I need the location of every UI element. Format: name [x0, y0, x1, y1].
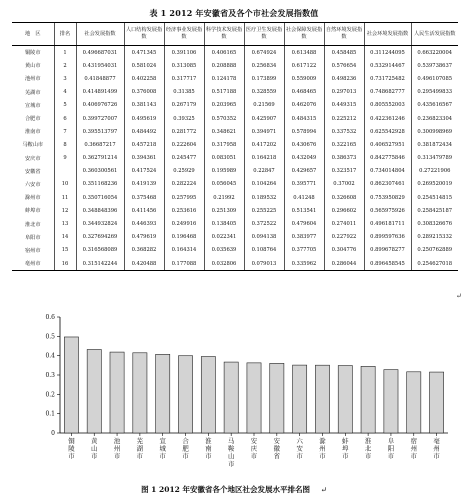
- table-cell: 0.532914467: [364, 59, 411, 72]
- table-cell: 0.164218: [244, 152, 284, 165]
- x-tick-label: 池州市: [113, 437, 121, 461]
- y-tick-label: 0.5: [45, 333, 55, 341]
- table-cell: 10: [54, 178, 76, 191]
- region-name-cell: 池州市: [24, 76, 41, 83]
- caption-return-mark: ↵: [320, 485, 327, 494]
- table-cell: 0.124178: [204, 72, 244, 85]
- table-cell: 0.41848877: [76, 72, 124, 85]
- table-title: 表 1 2012 年安徽省及各个市社会发展指数值: [149, 8, 319, 18]
- table-header-cell: 社会环境发展指数: [364, 23, 411, 46]
- table-cell: 0.39325: [164, 112, 204, 125]
- table-cell: 0.196468: [164, 231, 204, 244]
- table-cell: 0.37002: [324, 178, 364, 191]
- table-cell: 0.304776: [324, 244, 364, 257]
- chart-caption-text: 图 1 2012 年安徽省各个地区社会发展水平排名图: [141, 485, 310, 494]
- chart-bar: [407, 372, 421, 433]
- table-cell: 0.208888: [204, 59, 244, 72]
- table-cell: 0.663220004: [411, 46, 458, 60]
- table-cell: 0.406527951: [364, 138, 411, 151]
- table-cell: 0.417524: [124, 165, 164, 178]
- chart-bar: [430, 372, 444, 433]
- table-cell: 0.570352: [204, 112, 244, 125]
- chart-bar: [361, 366, 375, 433]
- x-tick-label: 阜阳市: [387, 437, 395, 461]
- x-tick-label: 安庆市: [250, 437, 258, 461]
- table-cell: 0.313085: [164, 59, 204, 72]
- table-header-cell: 人口结构发展指数: [124, 23, 164, 46]
- table-cell: 0.300998969: [411, 125, 458, 138]
- chart-bar: [64, 337, 78, 433]
- chart-bar: [315, 365, 329, 433]
- table-cell: 0.079013: [244, 257, 284, 271]
- table-row: [12, 231, 458, 244]
- table-row: [12, 138, 458, 151]
- table-cell: 0.022341: [204, 231, 244, 244]
- chart-bar: [87, 349, 101, 433]
- table-header-cell: 科学技术发展指数: [204, 23, 244, 46]
- table-cell: 0.227922: [324, 231, 364, 244]
- table-cell: 0.625542928: [364, 125, 411, 138]
- table-row: [12, 72, 458, 85]
- chart-bar: [270, 363, 284, 433]
- table-cell: 15: [54, 244, 76, 257]
- table-cell: 0.496181711: [364, 217, 411, 230]
- chart-bar: [247, 363, 261, 433]
- ranking-bar-chart: [0, 305, 468, 483]
- table-row: [12, 217, 458, 230]
- table-cell: 0.250762889: [411, 244, 458, 257]
- table-cell: 0.222604: [164, 138, 204, 151]
- table-cell: 0.313479789: [411, 152, 458, 165]
- table-cell: 0.376008: [124, 86, 164, 99]
- table-header-cell: 社会保障发展指数: [284, 23, 324, 46]
- table-cell: [54, 165, 76, 178]
- table-cell: 0.425907: [244, 112, 284, 125]
- table-cell: 0.035639: [204, 244, 244, 257]
- table-cell: 0.899678277: [364, 244, 411, 257]
- table-cell: 0.327694269: [76, 231, 124, 244]
- table-cell: 0.394971: [244, 125, 284, 138]
- table-cell: 0.195989: [204, 165, 244, 178]
- table-cell: 6: [54, 112, 76, 125]
- chart-bar: [384, 370, 398, 433]
- table-row: [12, 99, 458, 112]
- table-cell: 0.559009: [284, 72, 324, 85]
- table-cell: 5: [54, 99, 76, 112]
- table-row: [12, 204, 458, 217]
- table-cell: 0.27221906: [411, 165, 458, 178]
- table-cell: 0.896458545: [364, 257, 411, 271]
- x-tick-label: 宣城市: [159, 437, 166, 461]
- chart-caption: [0, 484, 468, 495]
- table-cell: 0.377705: [284, 244, 324, 257]
- table-cell: 0.274011: [324, 217, 364, 230]
- region-name-cell: 蚌埠市: [24, 208, 41, 215]
- table-cell: 0.258425187: [411, 204, 458, 217]
- table-cell: 0.479619: [124, 231, 164, 244]
- table-cell: 0.419139: [124, 178, 164, 191]
- table-row: [12, 257, 458, 271]
- table-cell: 0.350716054: [76, 191, 124, 204]
- table-cell: 12: [54, 204, 76, 217]
- table-cell: 0.317958: [204, 138, 244, 151]
- table-cell: 0.458485: [324, 46, 364, 60]
- table-cell: 0.256834: [244, 59, 284, 72]
- table-cell: 0.748682777: [364, 86, 411, 99]
- table-cell: 0.395513797: [76, 125, 124, 138]
- table-header-cell: 医疗卫生发展指数: [244, 23, 284, 46]
- table-header-cell: 自然环境发展指数: [324, 23, 364, 46]
- paragraph-return-mark: ↵: [456, 292, 462, 300]
- y-tick-label: 0.6: [45, 314, 55, 321]
- table-cell: 0.056045: [204, 178, 244, 191]
- x-tick-label: 蚌埠市: [342, 437, 349, 461]
- chart-category-labels: [68, 436, 440, 468]
- table-cell: 0.449315: [324, 99, 364, 112]
- table-cell: 0.435616567: [411, 99, 458, 112]
- table-cell: 0.267179: [164, 99, 204, 112]
- table-cell: 0.395771: [284, 178, 324, 191]
- table-cell: 0.177088: [164, 257, 204, 271]
- table-cell: 3: [54, 72, 76, 85]
- table-cell: 0.576654: [324, 59, 364, 72]
- x-tick-label: 黄山市: [91, 437, 98, 461]
- table-cell: 0.496687031: [76, 46, 124, 60]
- region-name-cell: 淮南市: [24, 129, 41, 136]
- table-cell: 0.381143: [124, 99, 164, 112]
- table-cell: 0.22847: [244, 165, 284, 178]
- table-cell: 0.386373: [324, 152, 364, 165]
- table-cell: 0.164314: [164, 244, 204, 257]
- table-cell: 0.362791214: [76, 152, 124, 165]
- table-cell: 0.429657: [284, 165, 324, 178]
- table-body: [12, 46, 458, 271]
- region-name-cell: 安庆市: [24, 155, 41, 162]
- x-tick-label: 淮南市: [205, 437, 212, 461]
- chart-bar: [293, 365, 307, 433]
- table-cell: 0.484315: [284, 112, 324, 125]
- table-cell: 0.31385: [164, 86, 204, 99]
- table-cell: 0.253616: [164, 204, 204, 217]
- table-row: [12, 165, 458, 178]
- region-name-cell: 亳州市: [12, 257, 54, 271]
- table-cell: 0.351168236: [76, 178, 124, 191]
- chart-bar: [201, 357, 215, 433]
- table-cell: 0.108764: [244, 244, 284, 257]
- table-cell: 0.360300561: [76, 165, 124, 178]
- table-cell: 0.337532: [324, 125, 364, 138]
- table-cell: 0.203965: [204, 99, 244, 112]
- table-cell: 16: [54, 257, 76, 271]
- table-cell: 0.862307461: [364, 178, 411, 191]
- x-tick-label: 滁州市: [319, 437, 326, 461]
- table-cell: 0.326608: [324, 191, 364, 204]
- region-name-cell: 合肥市: [24, 116, 41, 123]
- table-cell: 9: [54, 152, 76, 165]
- table-cell: 0.406165: [204, 46, 244, 60]
- table-row: [12, 178, 458, 191]
- region-name-cell: 滁州市: [24, 195, 41, 202]
- table-cell: 0.613488: [284, 46, 324, 60]
- chart-bar: [156, 354, 170, 433]
- table-cell: 0.316568089: [76, 244, 124, 257]
- table-cell: 0.323517: [324, 165, 364, 178]
- table-cell: 13: [54, 217, 76, 230]
- table-row: [12, 59, 458, 72]
- table-cell: 0.282224: [164, 178, 204, 191]
- table-row: [12, 86, 458, 99]
- table-cell: 0.417202: [244, 138, 284, 151]
- table-cell: 0.581024: [124, 59, 164, 72]
- chart-bar: [110, 352, 124, 433]
- table-cell: 0.431954031: [76, 59, 124, 72]
- table-cell: 0.805552003: [364, 99, 411, 112]
- table-cell: 0.399727007: [76, 112, 124, 125]
- table-cell: 11: [54, 191, 76, 204]
- table-cell: 0.381872434: [411, 138, 458, 151]
- table-cell: 0.251309: [204, 204, 244, 217]
- table-cell: 0.173899: [244, 72, 284, 85]
- table-cell: 0.731725482: [364, 72, 411, 85]
- table-cell: 0.295499833: [411, 86, 458, 99]
- table-cell: 0.484492: [124, 125, 164, 138]
- table-cell: 0.254514815: [411, 191, 458, 204]
- table-cell: 1: [54, 46, 76, 60]
- table-cell: 0.496107085: [411, 72, 458, 85]
- table-row: [12, 244, 458, 257]
- table-row: [12, 112, 458, 125]
- table-cell: 0.753950829: [364, 191, 411, 204]
- table-cell: 0.565975926: [364, 204, 411, 217]
- region-name-cell: 安徽省: [24, 168, 41, 175]
- table-cell: 0.446393: [124, 217, 164, 230]
- table-cell: 0.368282: [124, 244, 164, 257]
- table-cell: 0.348621: [204, 125, 244, 138]
- region-name-cell: 阜阳市: [24, 234, 41, 241]
- table-row: [12, 125, 458, 138]
- table-header-cell: 地 区: [12, 23, 54, 46]
- x-tick-label: 芜湖市: [136, 437, 144, 461]
- region-name-cell: 宣城市: [24, 102, 41, 109]
- table-cell: 2: [54, 59, 76, 72]
- y-tick-label: 0.2: [45, 391, 55, 399]
- table-cell: 0.296602: [324, 204, 364, 217]
- table-header-row: [12, 23, 458, 46]
- chart-bar: [178, 356, 192, 433]
- y-tick-label: 0.1: [45, 410, 55, 418]
- table-cell: 0.471345: [124, 46, 164, 60]
- table-cell: 0.311244095: [364, 46, 411, 60]
- table-cell: 0.286044: [324, 257, 364, 271]
- table-cell: 0.617122: [284, 59, 324, 72]
- x-tick-label: 宿州市: [410, 437, 417, 461]
- table-cell: 0.236823304: [411, 112, 458, 125]
- table-cell: 0.578994: [284, 125, 324, 138]
- table-cell: 0.348848396: [76, 204, 124, 217]
- table-cell: 0.734014804: [364, 165, 411, 178]
- table-cell: 0.391106: [164, 46, 204, 60]
- table-cell: 0.083051: [204, 152, 244, 165]
- table-cell: 0.432049: [284, 152, 324, 165]
- region-name-cell: 黄山市: [24, 63, 41, 70]
- table-row: [12, 152, 458, 165]
- table-cell: 0.498236: [324, 72, 364, 85]
- table-cell: 0.21992: [204, 191, 244, 204]
- chart-bars: [64, 337, 443, 433]
- table-cell: 0.317717: [164, 72, 204, 85]
- table-cell: 0.457218: [124, 138, 164, 151]
- table-cell: 0.420488: [124, 257, 164, 271]
- region-name-cell: 宿州市: [24, 247, 41, 254]
- x-tick-label: 合肥市: [182, 437, 189, 461]
- table-cell: 0.315142244: [76, 257, 124, 271]
- table-cell: 0.462076: [284, 99, 324, 112]
- table-header-cell: 人民生活发展指数: [411, 23, 458, 46]
- table-cell: 0.422361246: [364, 112, 411, 125]
- table-cell: 0.372522: [244, 217, 284, 230]
- table-cell: 0.513541: [284, 204, 324, 217]
- table-cell: 0.138405: [204, 217, 244, 230]
- table-cell: 0.297013: [324, 86, 364, 99]
- development-index-table: [12, 22, 458, 271]
- table-cell: 0.289215332: [411, 231, 458, 244]
- table-cell: 0.414891499: [76, 86, 124, 99]
- x-tick-label: 马鞍山市: [227, 437, 235, 468]
- table-cell: 0.402258: [124, 72, 164, 85]
- chart-bar: [224, 362, 238, 433]
- table-header-cell: 排名: [54, 23, 76, 46]
- table-cell: 0.674924: [244, 46, 284, 60]
- table-cell: 7: [54, 125, 76, 138]
- region-name-cell: 铜陵市: [24, 50, 41, 57]
- y-tick-label: 0.3: [45, 372, 55, 379]
- region-name-cell: 六安市: [24, 181, 41, 188]
- table-cell: 0.394361: [124, 152, 164, 165]
- table-cell: 0.36687217: [76, 138, 124, 151]
- table-cell: 0.257995: [164, 191, 204, 204]
- region-name-cell: 芜湖市: [24, 89, 41, 96]
- x-tick-label: 亳州市: [433, 437, 440, 461]
- region-name-cell: 淮北市: [24, 221, 41, 228]
- region-name-cell: 马鞍山市: [22, 142, 44, 149]
- x-tick-label: 铜陵市: [68, 437, 75, 461]
- table-cell: 0.269520019: [411, 178, 458, 191]
- table-cell: 0.517188: [204, 86, 244, 99]
- x-tick-label: 淮北市: [364, 437, 372, 461]
- chart-bar: [338, 366, 352, 433]
- table-row: [12, 46, 458, 60]
- table-cell: 0.254627018: [411, 257, 458, 271]
- table-cell: 4: [54, 86, 76, 99]
- table-cell: 0.308326676: [411, 217, 458, 230]
- table-cell: 0.189532: [244, 191, 284, 204]
- table-cell: 0.032806: [204, 257, 244, 271]
- table-cell: 0.41248: [284, 191, 324, 204]
- table-cell: 0.495619: [124, 112, 164, 125]
- y-tick-label: 0: [51, 430, 55, 437]
- table-row: [12, 191, 458, 204]
- table-cell: 0.406976726: [76, 99, 124, 112]
- table-cell: 0.255225: [244, 204, 284, 217]
- table-cell: 0.383977: [284, 231, 324, 244]
- table-cell: 0.335962: [284, 257, 324, 271]
- table-cell: 0.225212: [324, 112, 364, 125]
- table-cell: 0.322165: [324, 138, 364, 151]
- table-cell: 0.344932824: [76, 217, 124, 230]
- table-cell: 0.245477: [164, 152, 204, 165]
- table-header-cell: 社会发展指数: [76, 23, 124, 46]
- x-tick-label: 安徽省: [273, 437, 281, 461]
- table-cell: 0.899597636: [364, 231, 411, 244]
- table-cell: 0.468465: [284, 86, 324, 99]
- table-cell: 8: [54, 138, 76, 151]
- table-cell: 0.411456: [124, 204, 164, 217]
- table-cell: 0.375468: [124, 191, 164, 204]
- table-cell: 0.328559: [244, 86, 284, 99]
- table-cell: 0.25929: [164, 165, 204, 178]
- table-cell: 0.539738637: [411, 59, 458, 72]
- chart-bar: [133, 353, 147, 433]
- table-cell: 0.104264: [244, 178, 284, 191]
- table-cell: 0.430676: [284, 138, 324, 151]
- y-tick-label: 0.4: [45, 352, 55, 360]
- table-cell: 0.249916: [164, 217, 204, 230]
- x-tick-label: 六安市: [296, 437, 303, 461]
- table-cell: 0.479604: [284, 217, 324, 230]
- table-cell: 0.21569: [244, 99, 284, 112]
- table-cell: 0.094138: [244, 231, 284, 244]
- table-cell: 0.281772: [164, 125, 204, 138]
- table-cell: 14: [54, 231, 76, 244]
- table-cell: 0.842775846: [364, 152, 411, 165]
- table-header-cell: 经济事业发展指数: [164, 23, 204, 46]
